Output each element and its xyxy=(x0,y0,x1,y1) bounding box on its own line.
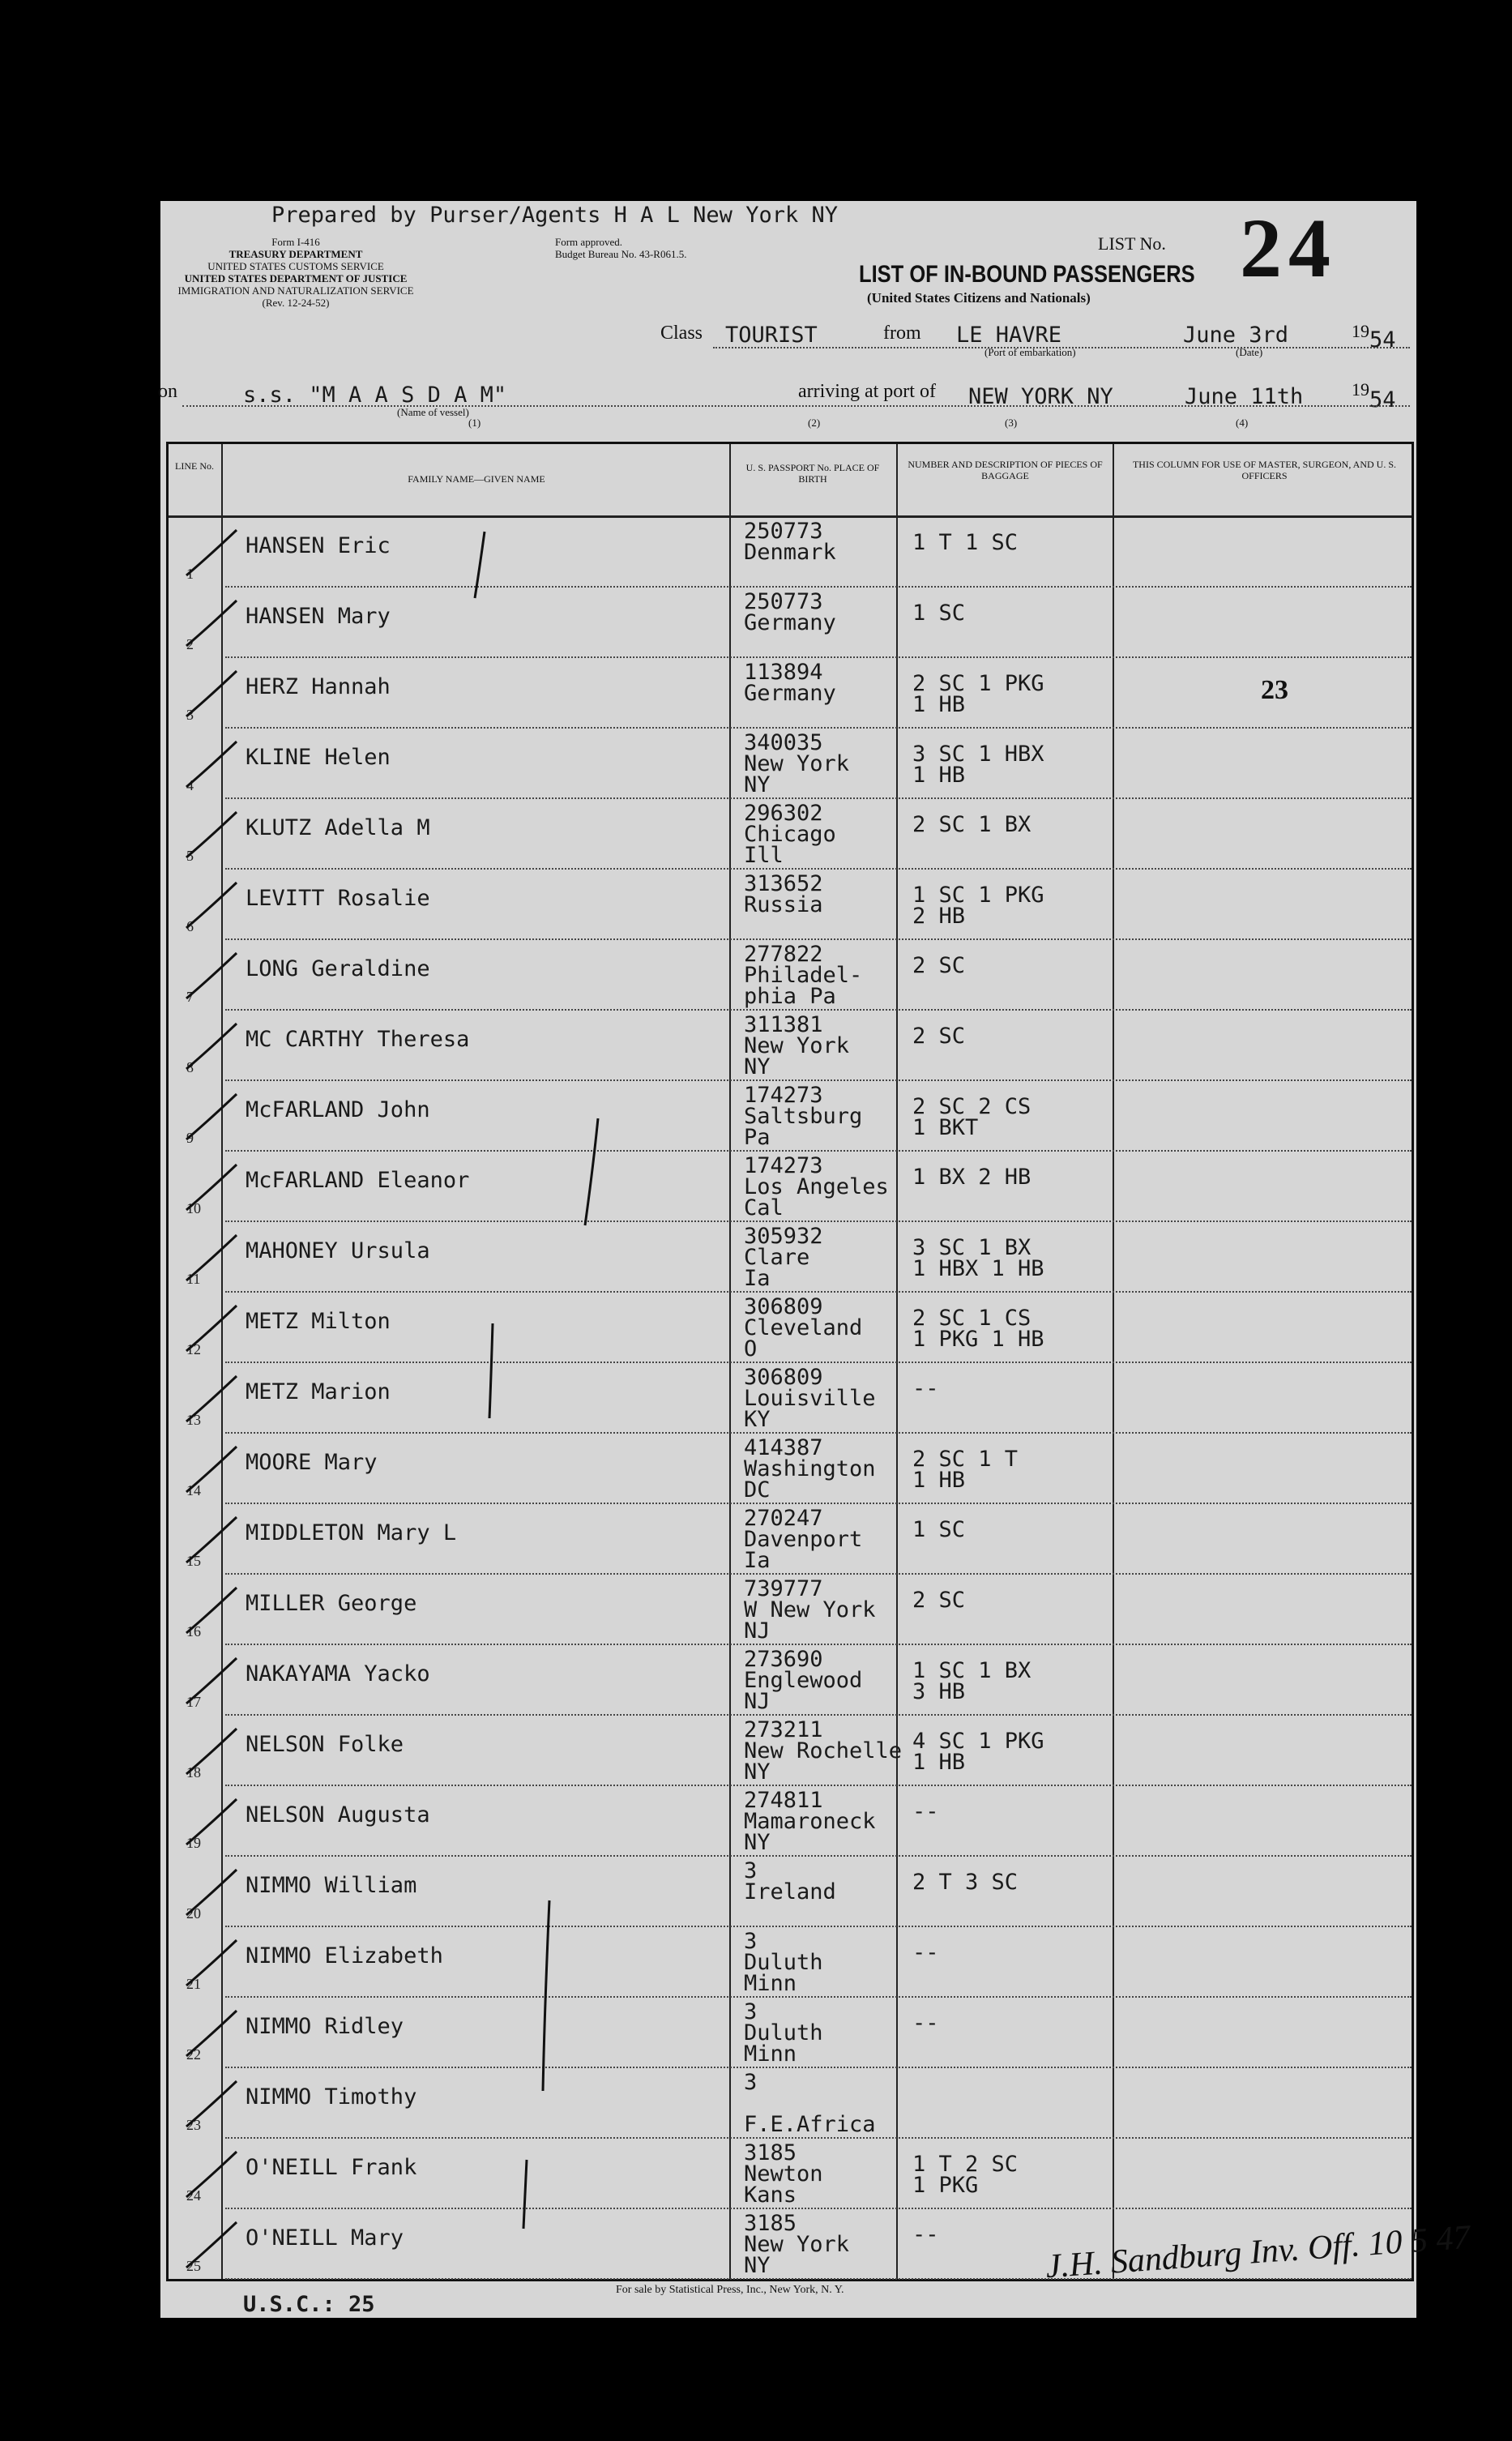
birthplace-state: Pa xyxy=(744,1125,771,1150)
birthplace: Cleveland xyxy=(744,1315,863,1340)
passenger-name: MILLER George xyxy=(246,1591,417,1616)
line-number: 19 xyxy=(186,1835,201,1851)
passport-number: 174273 xyxy=(744,1153,823,1178)
birthplace: New York xyxy=(744,2232,850,2257)
passport-number: 313652 xyxy=(744,871,823,896)
manifest-subtitle: (United States Citizens and Nationals) xyxy=(867,290,1091,306)
col-header-officers: THIS COLUMN FOR USE OF MASTER, SURGEON, AND U. S. OFFICERS xyxy=(1132,459,1397,482)
vessel-caption: (Name of vessel) xyxy=(397,406,469,418)
rev-label: (Rev. 12-24-52) xyxy=(262,296,330,309)
baggage-line-1: 3 SC 1 HBX xyxy=(912,742,1044,767)
passenger-name: NIMMO Ridley xyxy=(246,2014,404,2039)
passport-number: 250773 xyxy=(744,589,823,614)
baggage-line-1: 2 SC 1 T xyxy=(912,1447,1019,1472)
arrival-date: June 11th xyxy=(1185,384,1304,409)
passport-number: 311381 xyxy=(744,1012,823,1037)
birthplace: Germany xyxy=(744,681,836,706)
from-label: from xyxy=(883,323,921,344)
passport-number: 3185 xyxy=(744,2211,797,2236)
birthplace-state: NJ xyxy=(744,1689,771,1714)
form-number: Form I-416 xyxy=(271,236,320,248)
passenger-name: NAKAYAMA Yacko xyxy=(246,1661,430,1686)
passport-number: 270247 xyxy=(744,1506,823,1531)
birthplace-state: Kans xyxy=(744,2182,797,2208)
printer-credit: For sale by Statistical Press, Inc., New York, N. Y. xyxy=(616,2284,844,2296)
baggage-line-1: 4 SC 1 PKG xyxy=(912,1729,1044,1754)
birthplace-state: Cal xyxy=(744,1195,784,1220)
line-number: 7 xyxy=(186,989,194,1005)
passenger-name: HANSEN Eric xyxy=(246,533,391,558)
justice-label: UNITED STATES DEPARTMENT OF JUSTICE xyxy=(184,271,408,284)
birthplace: Ireland xyxy=(744,1879,836,1904)
line-number: 5 xyxy=(186,848,194,864)
line-number: 11 xyxy=(186,1271,201,1287)
passenger-name: HERZ Hannah xyxy=(246,674,391,699)
passport-number: 739777 xyxy=(744,1576,823,1601)
arriving-label: arriving at port of xyxy=(798,381,936,402)
birthplace: Germany xyxy=(744,610,836,635)
birthplace: Davenport xyxy=(744,1527,863,1552)
passport-number: 174273 xyxy=(744,1083,823,1108)
class-label: Class xyxy=(660,323,703,344)
passport-number: 277822 xyxy=(744,942,823,967)
birthplace-state: Minn xyxy=(744,2041,797,2067)
baggage-line-1: 1 SC xyxy=(912,601,966,626)
baggage-line-2: 1 HB xyxy=(912,1750,966,1775)
birthplace-state: NY xyxy=(744,2253,771,2278)
passport-number: 3185 xyxy=(744,2140,797,2165)
date-caption: (Date) xyxy=(1236,346,1263,358)
line-number: 2 xyxy=(186,636,194,652)
birthplace: Washington xyxy=(744,1456,876,1481)
passport-number: 340035 xyxy=(744,730,823,755)
class-value: TOURIST xyxy=(725,323,818,348)
line-number: 3 xyxy=(186,707,194,723)
baggage-line-1: 1 SC xyxy=(912,1517,966,1542)
passport-number: 306809 xyxy=(744,1365,823,1390)
birthplace-state: phia Pa xyxy=(744,984,836,1009)
birthplace-state: Ill xyxy=(744,843,784,868)
birthplace: Russia xyxy=(744,892,823,917)
on-label: on xyxy=(158,381,177,402)
manifest-title: LIST OF IN-BOUND PASSENGERS xyxy=(859,261,1195,288)
immigration-label: IMMIGRATION AND NATURALIZATION SERVICE xyxy=(177,284,414,297)
passport-number: 274811 xyxy=(744,1788,823,1813)
birthplace: W New York xyxy=(744,1597,876,1622)
line-number: 13 xyxy=(186,1412,201,1428)
column-1-ref: (1) xyxy=(468,417,481,429)
birthplace: Duluth xyxy=(744,2020,823,2046)
baggage-line-1: 2 SC xyxy=(912,1024,966,1049)
line-number: 18 xyxy=(186,1764,201,1781)
birthplace-state: Ia xyxy=(744,1548,771,1573)
officer-signature: J.H. Sandburg Inv. Off. 10 5 47 xyxy=(1044,2218,1471,2286)
ink-stroke xyxy=(543,1900,549,2091)
birthplace-state: DC xyxy=(744,1477,771,1503)
ink-stroke xyxy=(475,532,485,598)
baggage-line-1: -- xyxy=(912,1940,939,1965)
port-of-embarkation: LE HAVRE xyxy=(956,323,1062,348)
line-number: 10 xyxy=(186,1200,201,1216)
birthplace: Clare xyxy=(744,1245,810,1270)
birthplace: Chicago xyxy=(744,822,836,847)
birthplace-state: Ia xyxy=(744,1266,771,1291)
passenger-name: KLINE Helen xyxy=(246,745,391,770)
departure-date: June 3rd xyxy=(1183,323,1289,348)
passport-number: 250773 xyxy=(744,519,823,544)
passport-number: 3 xyxy=(744,1999,758,2024)
passenger-name: O'NEILL Frank xyxy=(246,2155,417,2180)
baggage-line-1: 2 SC xyxy=(912,1588,966,1613)
officer-note: 23 xyxy=(1261,675,1288,705)
customs-label: UNITED STATES CUSTOMS SERVICE xyxy=(207,259,384,272)
baggage-line-1: 1 T 1 SC xyxy=(912,530,1019,555)
line-number: 4 xyxy=(186,777,194,793)
ink-stroke xyxy=(523,2160,527,2229)
passenger-name: MC CARTHY Theresa xyxy=(246,1027,470,1052)
col-header-name: FAMILY NAME—GIVEN NAME xyxy=(408,473,545,485)
passenger-name: LONG Geraldine xyxy=(246,956,430,981)
line-number: 17 xyxy=(186,1694,201,1710)
birthplace: Saltsburg xyxy=(744,1104,863,1129)
birthplace-state: KY xyxy=(744,1407,771,1432)
ink-stroke xyxy=(489,1323,493,1418)
passport-number: 414387 xyxy=(744,1435,823,1460)
line-number: 24 xyxy=(186,2187,201,2204)
birthplace-state: F.E.Africa xyxy=(744,2112,876,2137)
line-number: 21 xyxy=(186,1976,201,1992)
baggage-line-1: 2 SC 1 PKG xyxy=(912,671,1044,696)
birthplace: Los Angeles xyxy=(744,1174,889,1199)
line-number: 25 xyxy=(186,2258,201,2274)
baggage-line-2: 1 BKT xyxy=(912,1115,979,1140)
baggage-line-2: 1 HB xyxy=(912,692,966,717)
baggage-line-1: 2 SC 2 CS xyxy=(912,1094,1031,1119)
birthplace: New Rochelle xyxy=(744,1738,903,1763)
arrival-port: NEW YORK NY xyxy=(968,384,1113,409)
birthplace-state: NY xyxy=(744,772,771,797)
passenger-name: O'NEILL Mary xyxy=(246,2225,404,2251)
baggage-line-1: -- xyxy=(912,2011,939,2036)
passport-number: 3 xyxy=(744,2070,758,2095)
prepared-by: Prepared by Purser/Agents H A L New York NY xyxy=(271,203,838,228)
passport-number: 306809 xyxy=(744,1294,823,1319)
line-number: 14 xyxy=(186,1482,201,1498)
birthplace-state: NY xyxy=(744,1830,771,1855)
birthplace: Philadel- xyxy=(744,963,863,988)
line-number: 15 xyxy=(186,1553,201,1569)
line-number: 23 xyxy=(186,2117,201,2133)
passenger-name: MAHONEY Ursula xyxy=(246,1238,430,1263)
passport-number: 273211 xyxy=(744,1717,823,1742)
form-approved: Form approved. xyxy=(555,236,623,248)
line-number: 6 xyxy=(186,918,194,934)
col-header-line: LINE No. xyxy=(175,460,214,472)
passenger-name: NELSON Augusta xyxy=(246,1802,430,1828)
birthplace: New York xyxy=(744,751,850,776)
baggage-line-1: 3 SC 1 BX xyxy=(912,1235,1031,1260)
birthplace: Englewood xyxy=(744,1668,863,1693)
birthplace-state: O xyxy=(744,1336,758,1362)
line-number: 22 xyxy=(186,2046,201,2063)
line-number: 16 xyxy=(186,1623,201,1639)
passport-number: 273690 xyxy=(744,1647,823,1672)
passport-number: 296302 xyxy=(744,801,823,826)
baggage-line-1: -- xyxy=(912,1799,939,1824)
passenger-name: NIMMO Elizabeth xyxy=(246,1943,443,1969)
passenger-name: KLUTZ Adella M xyxy=(246,815,430,840)
line-number: 8 xyxy=(186,1059,194,1075)
passport-number: 3 xyxy=(744,1929,758,1954)
passenger-name: HANSEN Mary xyxy=(246,604,391,629)
passenger-name: MOORE Mary xyxy=(246,1450,378,1475)
passenger-name: MIDDLETON Mary L xyxy=(246,1520,457,1545)
passport-number: 305932 xyxy=(744,1224,823,1249)
line-number: 9 xyxy=(186,1130,194,1146)
col-header-baggage: NUMBER AND DESCRIPTION OF PIECES OF BAGGAGE xyxy=(908,459,1103,482)
usc-count: U.S.C.: 25 xyxy=(243,2292,375,2317)
birthplace-state: Minn xyxy=(744,1971,797,1996)
port-embark-caption: (Port of embarkation) xyxy=(985,346,1076,358)
birthplace-state: NY xyxy=(744,1054,771,1079)
passport-number: 113894 xyxy=(744,660,823,685)
passenger-name: LEVITT Rosalie xyxy=(246,886,430,911)
baggage-line-1: 2 SC 1 CS xyxy=(912,1306,1031,1331)
baggage-line-2: 1 HBX 1 HB xyxy=(912,1256,1044,1281)
line-number: 12 xyxy=(186,1341,201,1357)
baggage-line-1: 2 T 3 SC xyxy=(912,1870,1019,1895)
passenger-name: NIMMO Timothy xyxy=(246,2084,417,2110)
baggage-line-1: 2 SC xyxy=(912,953,966,978)
budget-bureau: Budget Bureau No. 43-R061.5. xyxy=(555,247,687,260)
birthplace: Newton xyxy=(744,2161,823,2187)
arrival-year: 54 xyxy=(1369,387,1396,413)
baggage-line-1: -- xyxy=(912,2222,939,2247)
baggage-line-1: 1 BX 2 HB xyxy=(912,1165,1031,1190)
birthplace: New York xyxy=(744,1033,850,1058)
column-2-ref: (2) xyxy=(808,417,821,429)
birthplace: Duluth xyxy=(744,1950,823,1975)
birthplace-state: NY xyxy=(744,1759,771,1785)
vessel-name: s.s. "M A A S D A M" xyxy=(243,383,507,408)
passenger-name: McFARLAND John xyxy=(246,1097,430,1122)
baggage-line-2: 1 HB xyxy=(912,1468,966,1493)
departure-year: 54 xyxy=(1369,327,1396,353)
birthplace: Louisville xyxy=(744,1386,876,1411)
passport-number: 3 xyxy=(744,1858,758,1883)
baggage-line-2: 1 PKG 1 HB xyxy=(912,1327,1044,1352)
baggage-line-1: 1 T 2 SC xyxy=(912,2152,1019,2177)
baggage-line-2: 3 HB xyxy=(912,1679,966,1704)
list-number: 24 xyxy=(1240,202,1337,295)
birthplace: Mamaroneck xyxy=(744,1809,876,1834)
column-3-ref: (3) xyxy=(1005,417,1018,429)
passenger-name: METZ Milton xyxy=(246,1309,391,1334)
birthplace: Denmark xyxy=(744,540,836,565)
baggage-line-2: 1 PKG xyxy=(912,2173,979,2198)
baggage-line-1: 1 SC 1 PKG xyxy=(912,883,1044,908)
treasury-label: TREASURY DEPARTMENT xyxy=(229,247,363,260)
passenger-name: METZ Marion xyxy=(246,1379,391,1404)
col-header-passport: U. S. PASSPORT No. PLACE OF BIRTH xyxy=(745,462,880,485)
baggage-line-1: 2 SC 1 BX xyxy=(912,812,1031,837)
passenger-name: NIMMO William xyxy=(246,1873,417,1898)
list-no-label: LIST No. xyxy=(1098,233,1166,254)
birthplace-state: NJ xyxy=(744,1618,771,1644)
passenger-name: NELSON Folke xyxy=(246,1732,404,1757)
baggage-line-2: 2 HB xyxy=(912,904,966,929)
baggage-line-1: 1 SC 1 BX xyxy=(912,1658,1031,1683)
arrival-year-prefix: 19 xyxy=(1352,379,1369,400)
departure-year-prefix: 19 xyxy=(1352,321,1369,341)
line-number: 20 xyxy=(186,1905,201,1922)
column-4-ref: (4) xyxy=(1236,417,1249,429)
ink-stroke xyxy=(585,1118,598,1225)
line-number: 1 xyxy=(186,566,194,582)
baggage-line-2: 1 HB xyxy=(912,763,966,788)
passenger-name: McFARLAND Eleanor xyxy=(246,1168,470,1193)
baggage-line-1: -- xyxy=(912,1376,939,1401)
